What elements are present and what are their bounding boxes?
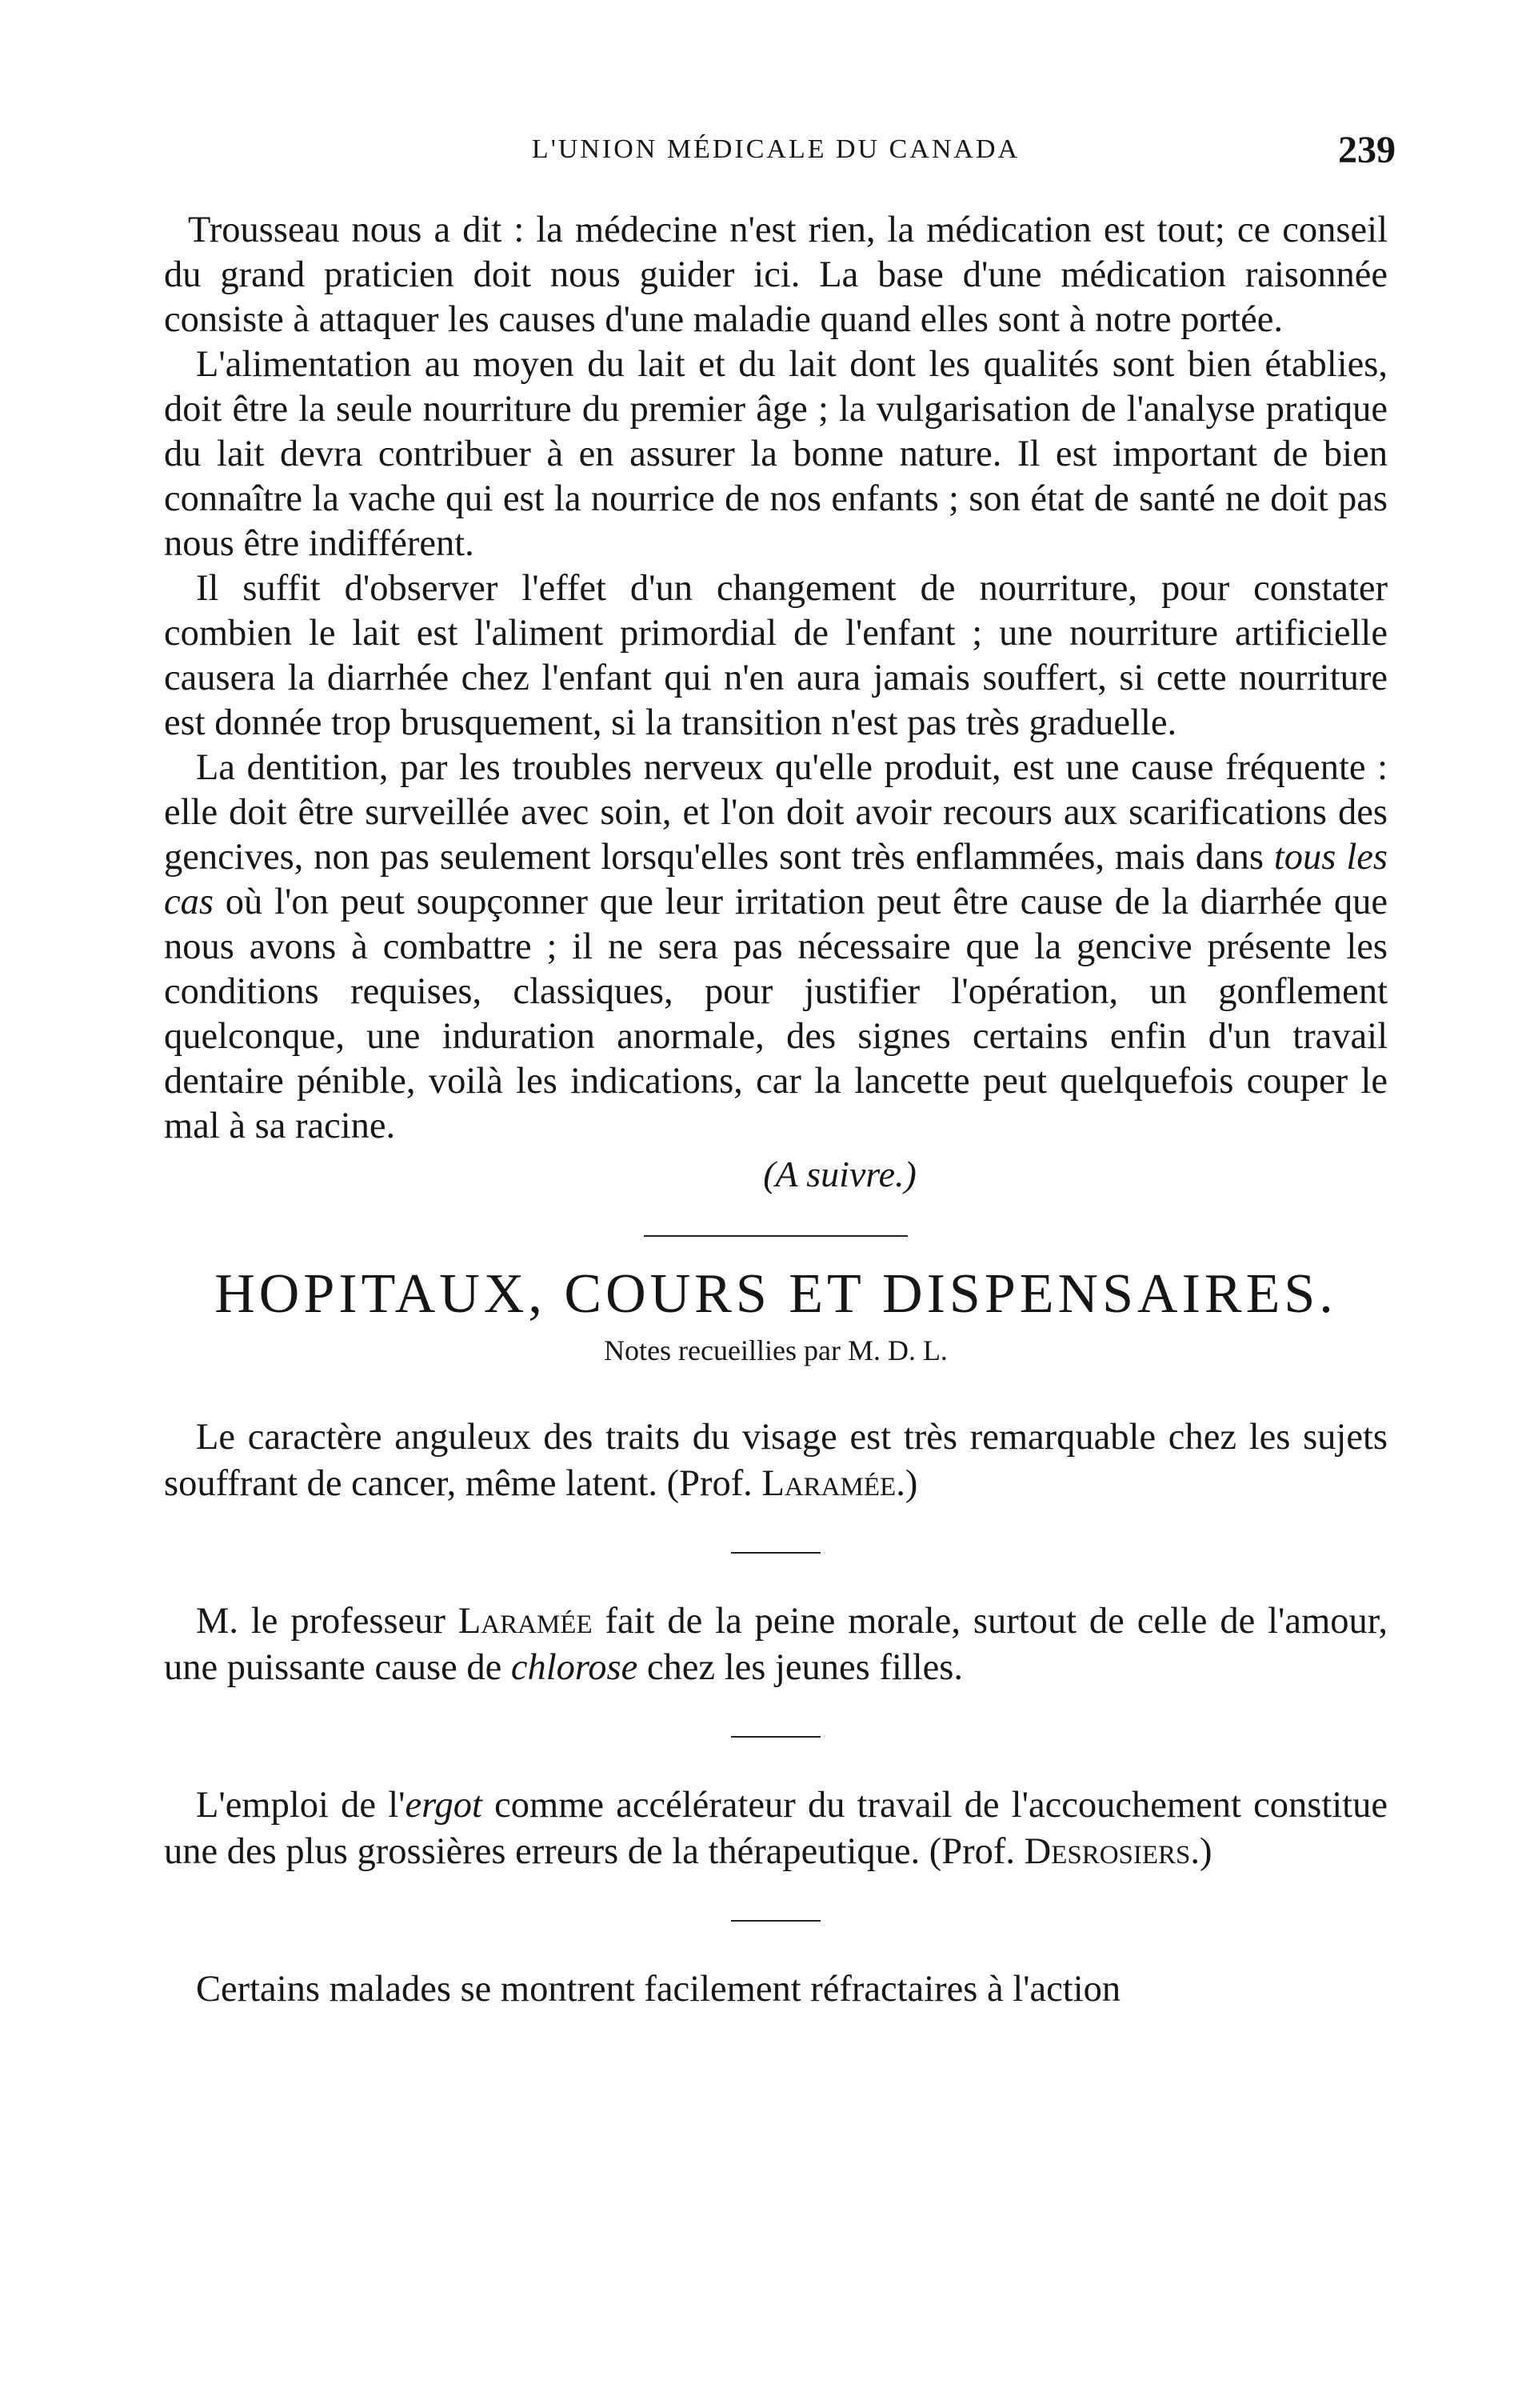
page-number: 239 [1338, 129, 1396, 171]
note-3-end: .) [1190, 1831, 1212, 1872]
section-subtitle: Notes recueillies par M. D. L. [604, 1334, 948, 1366]
note-2-middle: fait de la peine morale, surtout de celle de l'amour, une puissante cause de [164, 1601, 1388, 1688]
continuation-note: (A suivre.) [763, 1154, 917, 1194]
section-title: HOPITAUX, COURS ET DISPENSAIRES. [214, 1263, 1337, 1325]
note-3-start: L'emploi de l' [196, 1785, 405, 1826]
note-1-end: .) [896, 1463, 918, 1504]
note-3-middle: comme accélérateur du travail de l'accouchement constitue une des plus grossières erreurs de la thérapeutique. (Prof. [164, 1785, 1388, 1872]
paragraph-4-text-a: La dentition, par les troubles nerveux qu'elle produit, est une cause fréquente : elle doit être surveillée avec soin, et l'on doit avoir recours aux scarifications des gencives, non pas seulement lorsqu'elles sont très enflammées, mais dans [164, 747, 1388, 878]
note-3-emphasis: ergot [405, 1785, 482, 1826]
note-4: Certains malades se montrent facilement réfractaires à l'action [196, 1969, 1121, 2010]
note-1-text: Le caractère anguleux des traits du visage est très remarquable chez les sujets souffrant de cancer, même latent. (Prof. [164, 1417, 1388, 1504]
note-divider [731, 1920, 821, 1922]
note-2-end: chez les jeunes filles. [637, 1647, 963, 1688]
note-3 [164, 1782, 1388, 1875]
running-head [164, 128, 1396, 179]
note-divider [731, 1736, 821, 1738]
paragraph-2: L'alimentation au moyen du lait et du lait dont les qualités sont bien établies, doit être la seule nourriture du premier âge ; la vulgarisation de l'analyse pratique du lait devra contribuer à en assurer la bonne nature. Il est important de bien connaître la vache qui est la nourrice de nos enfants ; son état de santé ne doit pas nous être indifférent. [164, 344, 1388, 564]
note-3-author: Desrosiers [1024, 1831, 1191, 1872]
note-2 [164, 1598, 1388, 1691]
note-2-start: M. le professeur [196, 1601, 458, 1642]
note-1 [164, 1414, 1388, 1507]
running-title: L'UNION MÉDICALE DU CANADA [531, 134, 1021, 164]
note-divider [731, 1552, 821, 1554]
paragraph-3: Il suffit d'observer l'effet d'un changement de nourriture, pour constater combien le lait est l'aliment primordial de l'enfant ; une nourriture artificielle causera la diarrhée chez l'enfant qui n'en aura jamais souffert, si cette nourriture est donnée trop brusquement, si la transition n'est pas très graduelle. [164, 568, 1388, 743]
section-divider [644, 1235, 908, 1237]
note-2-emphasis: chlorose [510, 1647, 638, 1688]
document-page [164, 128, 1396, 2013]
paragraph-4 [164, 746, 1388, 1149]
note-1-author: Laramée [761, 1463, 897, 1504]
paragraph-1: Trousseau nous a dit : la médecine n'est rien, la médication est tout; ce conseil du grand praticien doit nous guider ici. La base d'une médication raisonnée consiste à attaquer les causes d'une maladie quand elles sont à notre portée. [164, 210, 1388, 340]
paragraph-4-emphasis: tous les cas [164, 837, 1388, 922]
note-2-author: Laramée [457, 1601, 593, 1642]
paragraph-4-text-b: où l'on peut soupçonner que leur irritation peut être cause de la diarrhée que nous avons à combattre ; il ne sera pas nécessaire que la gencive présente les conditions requises, classiques, pour justifier l'opération, un gonflement quelconque, une induration anormale, des signes certains enfin d'un travail dentaire pénible, voilà les indications, car la lancette peut quelquefois couper le mal à sa racine. [164, 882, 1388, 1146]
